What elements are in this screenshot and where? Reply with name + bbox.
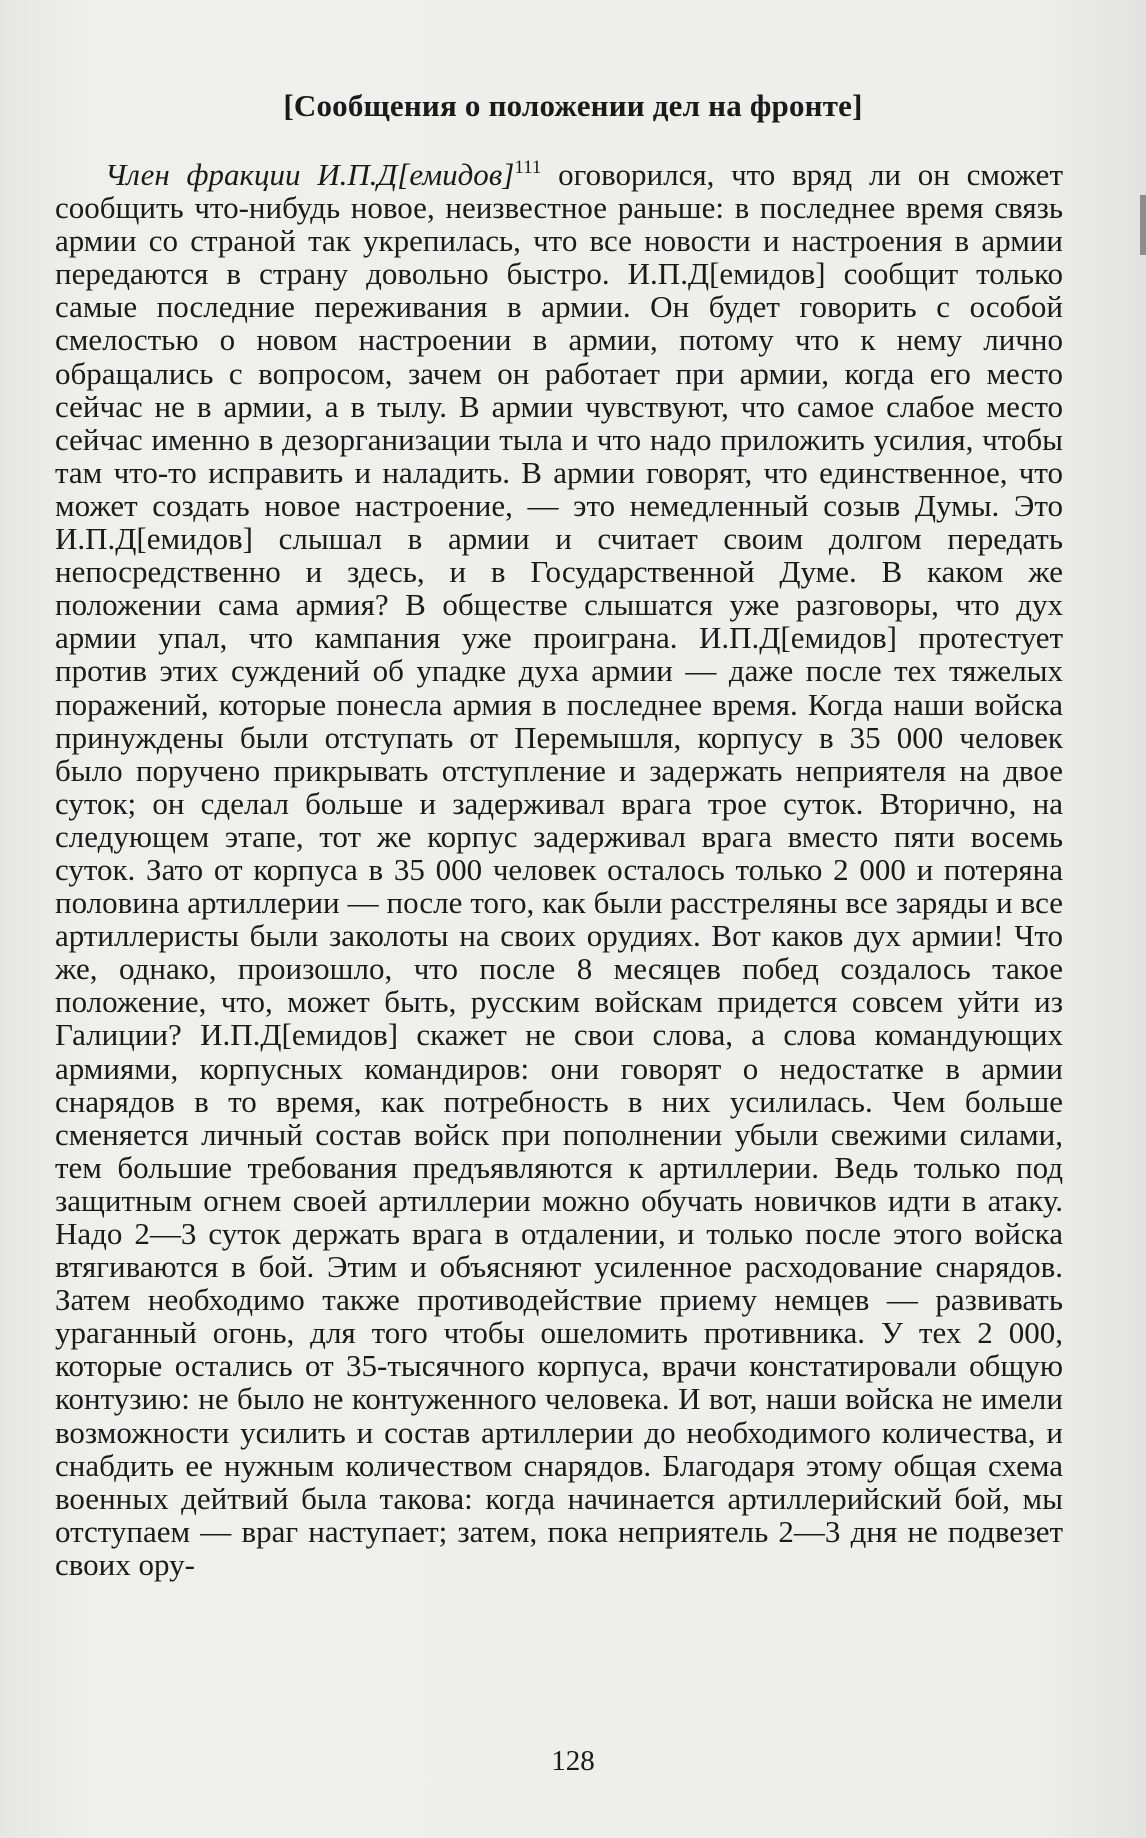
footnote-reference: 111 (514, 157, 542, 178)
scan-edge-mark (1140, 195, 1146, 255)
paragraph-text: оговорился, что вряд ли он сможет сообщить что-нибудь новое, неизвестное раньше: в последнее время связь армии со страной так укрепилась, что все новости и настроения в армии передаются в страну довольно быстро. И.П.Д[емидов] сообщит только самые последние переживания в армии. Он будет говорить с особой смелостью о новом настроении в армии, потому что к нему лично обращались с вопросом, зачем он работает при армии, когда его место сейчас не в армии, а в тылу. В армии чувствуют, что самое слабое место сейчас именно в дезорганизации тыла и что надо приложить усилия, чтобы там что-то исправить и наладить. В армии говорят, что единственное, что может создать новое настроение, — это немедленный созыв Думы. Это И.П.Д[емидов] слышал в армии и считает своим долгом передать непосредственно и здесь, и в Государственной Думе. В каком же положении сама армия? В обществе слышатся уже разговоры, что дух армии упал, что кампания уже проиграна. И.П.Д[емидов] протестует против этих суждений об упадке духа армии — даже после тех тяжелых поражений, которые понесла армия в последнее время. Когда наши войска принуждены были отступать от Перемышля, корпусу в 35 000 человек было поручено прикрывать отступление и задержать неприятеля на двое суток; он сделал больше и задерживал врага трое суток. Вторично, на следующем этапе, тот же корпус задерживал врага вместо пяти восемь суток. Зато от корпуса в 35 000 человек осталось только 2 000 и потеряна половина артиллерии — после того, как были расстреляны все заряды и все артиллеристы были заколоты на своих орудиях. Вот каков дух армии! Что же, однако, произошло, что после 8 месяцев побед создалось такое положение, что, может быть, русским войскам придется совсем уйти из Галиции? И.П.Д[емидов] скажет не свои слова, а слова командующих армиями, корпусных командиров: они говорят о недостатке в армии снарядов в то время, как потребность в них усилилась. Чем больше сменяется личный состав войск при пополнении убыли свежими силами, тем большие требования предъявляются к артиллерии. Ведь только под защитным огнем своей артиллерии можно обучать новичков идти в атаку. Надо 2—3 суток держать врага в отдалении, и только после этого войска втягиваются в бой. Этим и объясняют усиленное расходование снарядов. Затем необходимо также противодействие приему немцев — развивать ураганный огонь, для того чтобы ошеломить противника. У тех 2 000, которые остались от 35-тысячного корпуса, врачи констатировали общую контузию: не было не контуженного человека. И вот, наши войска не имели возможности усилить и состав артиллерии до необходимого количества, и снабдить ее нужным количеством снарядов. Благодаря этому общая схема военных дейтвий была такова: когда начинается артиллерийский бой, мы отступаем — враг наступает; затем, пока неприятель 2—3 дня не подвезет своих ору- (55, 157, 1063, 1582)
page-number: 128 (551, 1745, 595, 1777)
speaker-name: Член фракции И.П.Д[емидов] (105, 157, 515, 192)
body-paragraph (55, 158, 1063, 1581)
section-title: [Сообщения о положении дел на фронте] (283, 88, 863, 123)
